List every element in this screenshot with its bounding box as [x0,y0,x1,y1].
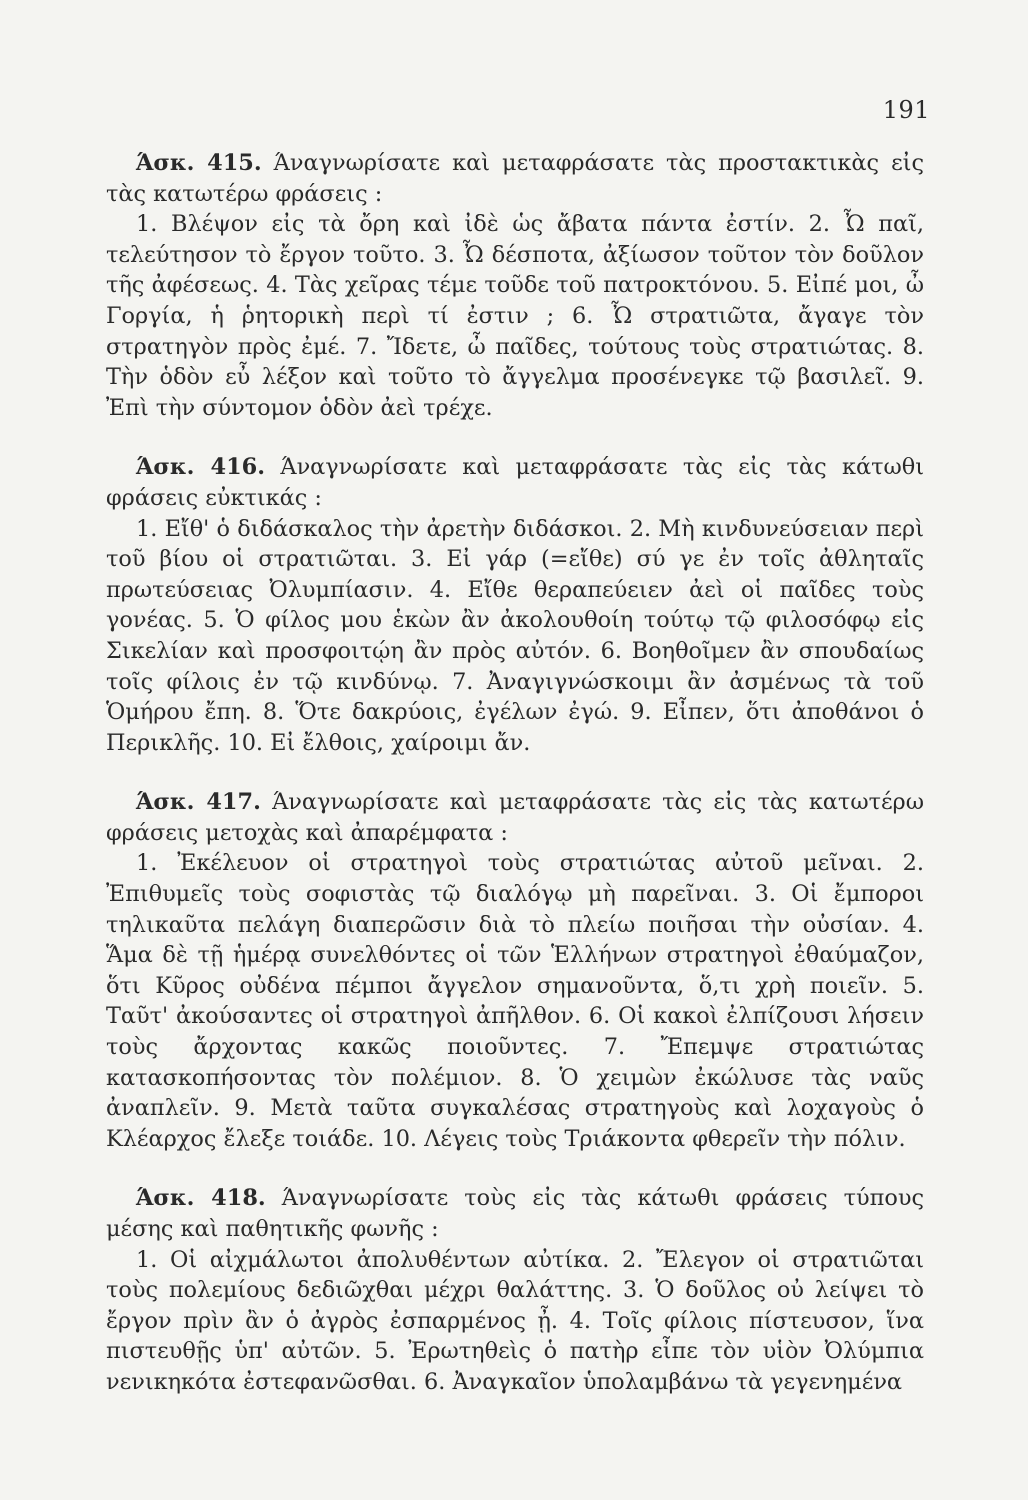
exercise-418 [106,1183,924,1397]
exercise-instruction: Άναγνωρίσατε καὶ μεταφράσατε τὰς προστακτικὰς εἰς τὰς κατωτέρω φράσεις : [106,150,924,207]
exercise-instruction: Άναγνωρίσατε καὶ μεταφράσατε τὰς εἰς τὰς κατωτέρω φράσεις μετοχὰς καὶ ἀπαρέμφατα : [106,789,924,846]
exercise-text: 1. Οἱ αἰχμάλωτοι ἀπολυθέντων αὐτίκα. 2. Ἔλεγον οἱ στρατιῶται τοὺς πολεμίους δεδιῶχθαι μέχρι θαλάττης. 3. Ὁ δοῦλος οὐ λείψει τὸ ἔργον πρὶν ἂν ὁ ἀγρὸς ἐσπαρμένος ᾖ. 4. Τοῖς φίλοις πίστευσον, ἵνα πιστευθῇς ὑπ' αὐτῶν. 5. Ἐρωτηθεὶς ὁ πατὴρ εἶπε τὸν υἱὸν Ὀλύμπια νενικηκότα ἐστεφανῶσθαι. 6. Ἀναγκαῖον ὑπολαμβάνω τὰ γεγενημένα [106,1246,924,1395]
exercise-label: Άσκ. 417. [136,789,261,816]
page-number: 191 [882,96,930,124]
exercise-text: 1. Ἐκέλευον οἱ στρατηγοὶ τοὺς στρατιώτας αὐτοῦ μεῖναι. 2. Ἐπιθυμεῖς τοὺς σοφιστὰς τῷ διαλόγῳ μὴ παρεῖναι. 3. Οἱ ἔμποροι τηλικαῦτα πελάγη διαπερῶσιν διὰ τὸ πλείω ποιῆσαι τὴν οὐσίαν. 4. Ἅμα δὲ τῇ ἡμέρᾳ συνελθόντες οἱ τῶν Ἑλλήνων στρατηγοὶ ἐθαύμαζον, ὅτι Κῦρος οὐδένα πέμποι ἄγγελον σημανοῦντα, ὅ,τι χρὴ ποιεῖν. 5. Ταῦτ' ἀκούσαντες οἱ στρατηγοὶ ἀπῆλθον. 6. Οἱ κακοὶ ἐλπίζουσι λήσειν τοὺς ἄρχοντας κακῶς ποιοῦντες. 7. Ἔπεμψε στρατιώτας κατασκοπήσοντας τὸν πολέμιον. 8. Ὁ χειμὼν ἐκώλυσε τὰς ναῦς ἀναπλεῖν. 9. Μετὰ ταῦτα συγκαλέσας στρατηγοὺς καὶ λοχαγοὺς ὁ Κλέαρχος ἔλεξε τοιάδε. 10. Λέγεις τοὺς Τριάκοντα φθερεῖν τὴν πόλιν. [106,850,924,1152]
page-content [106,148,924,1427]
exercise-415 [106,148,924,423]
exercise-417 [106,787,924,1154]
exercise-label: Άσκ. 415. [136,150,262,176]
exercise-label: Άσκ. 416. [136,454,266,481]
exercise-label: Άσκ. 418. [136,1185,266,1212]
exercise-heading [106,787,924,848]
exercise-instruction: Άναγνωρίσατε τοὺς εἰς τὰς κάτωθι φράσεις τύπους μέσης καὶ παθητικῆς φωνῆς : [106,1185,924,1242]
exercise-instruction: Άναγνωρίσατε καὶ μεταφράσατε τὰς εἰς τὰς κάτωθι φράσεις εὐκτικάς : [106,454,924,511]
exercise-text: 1. Βλέψον εἰς τὰ ὄρη καὶ ἰδὲ ὡς ἄβατα πάντα ἐστίν. 2. Ὦ παῖ, τελεύτησον τὸ ἔργον τοῦτο. 3. Ὦ δέσποτα, ἀξίωσον τοῦτον τὸν δοῦλον τῆς ἀφέσεως. 4. Τὰς χεῖρας τέμε τοῦδε τοῦ πατροκτόνου. 5. Εἰπέ μοι, ὦ Γοργία, ἡ ῥητορικὴ περὶ τί ἐστιν ; 6. Ὦ στρατιῶτα, ἄγαγε τὸν στρατηγὸν πρὸς ἐμέ. 7. Ἴδετε, ὦ παῖδες, τούτους τοὺς στρατιώτας. 8. Τὴν ὁδὸν εὖ λέξον καὶ τοῦτο τὸ ἄγγελμα προσένεγκε τῷ βασιλεῖ. 9. Ἐπὶ τὴν σύντομον ὁδὸν ἀεὶ τρέχε. [106,211,924,421]
exercise-heading [106,452,924,513]
exercise-text: 1. Εἴθ' ὁ διδάσκαλος τὴν ἀρετὴν διδάσκοι. 2. Μὴ κινδυνεύσειαν περὶ τοῦ βίου οἱ στρατιῶται. 3. Εἰ γάρ (=εἴθε) σύ γε ἐν τοῖς ἀθληταῖς πρωτεύσειας Ὀλυμπίασιν. 4. Εἴθε θεραπεύειεν ἀεὶ οἱ παῖδες τοὺς γονέας. 5. Ὁ φίλος μου ἑκὼν ἂν ἀκολουθοίη τούτῳ τῷ φιλοσόφῳ εἰς Σικελίαν καὶ προσφοιτῴη ἂν πρὸς αὐτόν. 6. Βοηθοῖμεν ἂν σπουδαίως τοῖς φίλοις ἐν τῷ κινδύνῳ. 7. Ἀναγιγνώσκοιμι ἂν ἀσμένως τὰ τοῦ Ὁμήρου ἔπη. 8. Ὅτε δακρύοις, ἐγέλων ἐγώ. 9. Εἶπεν, ὅτι ἀποθάνοι ὁ Περικλῆς. 10. Εἰ ἔλθοις, χαίροιμι ἄν. [106,515,924,756]
exercise-heading [106,148,924,209]
exercise-heading [106,1183,924,1244]
exercise-416 [106,452,924,758]
